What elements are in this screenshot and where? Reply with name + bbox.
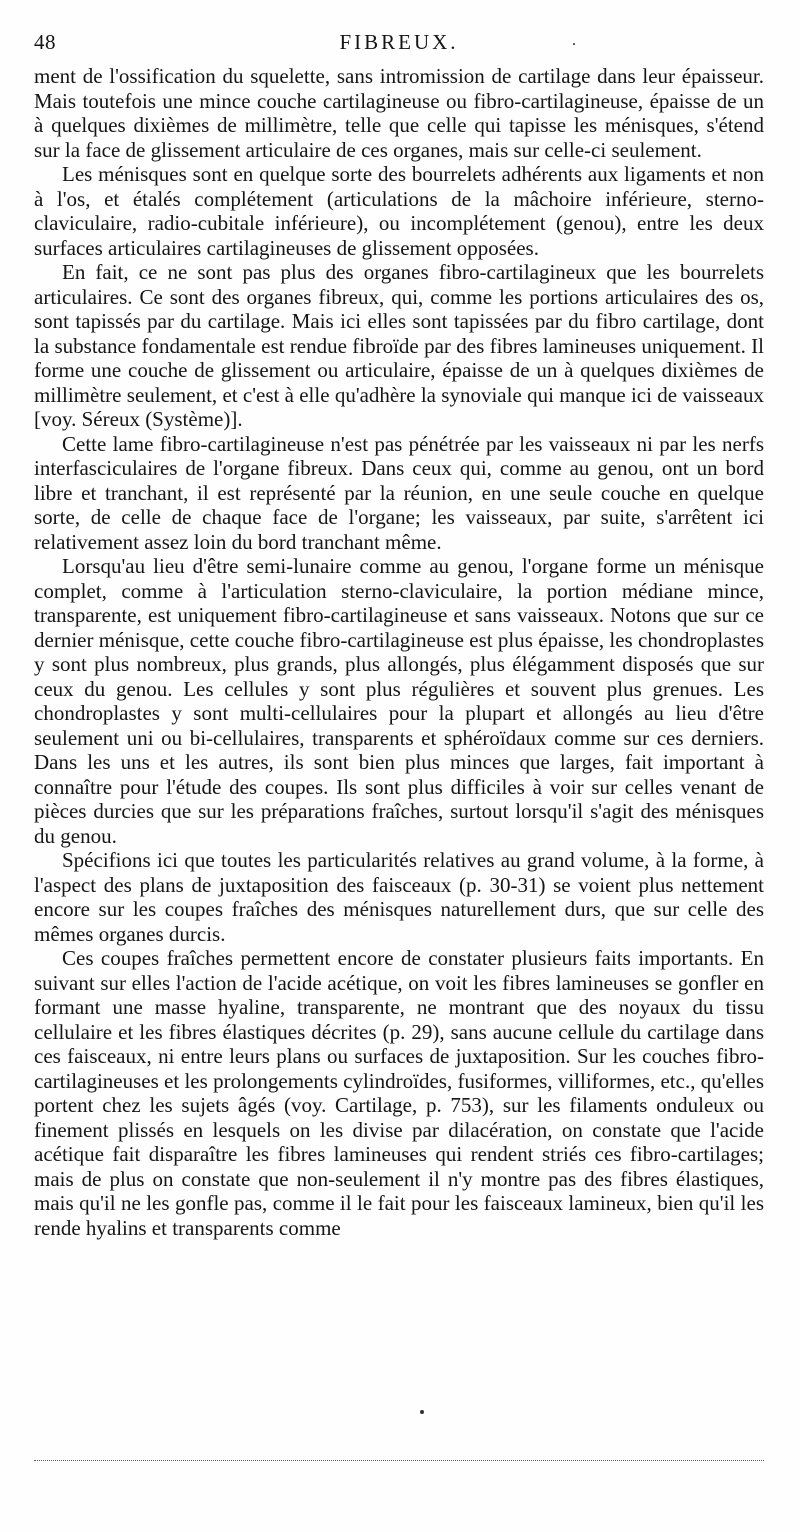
paragraph-4: Cette lame fibro-cartilagineuse n'est pas pénétrée par les vaisseaux ni par les nerfs interfasciculaires de l'organe fibreux. Dans ceux qui, comme au genou, ont un bord libre et tranchant, il est représenté par la réunion, en une seule couche en quelque sorte, de celle de chaque face de l'organe; les vaisseaux, par suite, s'arrêtent ici relativement assez loin du bord tranchant même. — [34, 431, 764, 554]
paragraph-7: Ces coupes fraîches permettent encore de constater plusieurs faits importants. En suivant sur elles l'action de l'acide acétique, on voit les fibres lamineuses se gonfler en formant une masse hyaline, transparente, ne montrant que des noyaux du tissu cellulaire et les fibres élastiques décrites (p. 29), sans aucune cellule du cartilage dans ces faisceaux, ni entre leurs plans ou surfaces de juxtaposition. Sur les couches fibro-cartilagineuses et les prolongements cylindroïdes, fusiformes, villiformes, etc., qu'elles portent chez les sujets âgés (voy. Cartilage, p. 753), sur les filaments onduleux ou finement plissés en lesquels on les divise par dilacération, on constate que l'acide acétique fait disparaître les fibres lamineuses qui rendent striés ces fibro-cartilages; mais de plus on constate que non-seulement il n'y montre pas des fibres élastiques, mais qu'il ne les gonfle pas, comme il le fait pour les faisceaux lamineux, bien qu'il les rende hyalins et transparents comme — [34, 946, 764, 1240]
paragraph-1: ment de l'ossification du squelette, sans intromission de cartilage dans leur épaisseur. Mais toutefois une mince couche cartilagineuse ou fibro-cartilagineuse, épaisse de un à quelques dixièmes de millimètre, telle que celle qui tapisse les ménisques, s'étend sur la face de glissement articulaire de ces organes, mais sur celle-ci seulement. — [34, 64, 764, 162]
paragraph-6: Spécifions ici que toutes les particularités relatives au grand volume, à la forme, à l'aspect des plans de juxtaposition des faisceaux (p. 30-31) se voient plus nettement encore sur les coupes fraîches des ménisques naturellement durs, que sur celle des mêmes organes durcis. — [34, 848, 764, 946]
paragraph-3: En fait, ce ne sont pas plus des organes fibro-cartilagineux que les bourrelets articulaires. Ce sont des organes fibreux, qui, comme les portions articulaires des os, sont tapissés par du cartilage. Mais ici elles sont tapissées par du fibro cartilage, dont la substance fondamentale est rendue fibroïde par des fibres lamineuses uniquement. Il forme une couche de glissement ou articulaire, épaisse de un à quelques dixièmes de millimètre seulement, et c'est à elle qu'adhère la synoviale qui manque ici de vaisseaux [voy. Séreux (Système)]. — [34, 260, 764, 431]
footer-dotted-rule — [34, 1460, 764, 1461]
page-number: 48 — [34, 30, 56, 54]
stray-mark — [420, 1410, 424, 1414]
running-head: FIBREUX. — [339, 30, 459, 54]
paragraph-5: Lorsqu'au lieu d'être semi-lunaire comme au genou, l'organe forme un ménisque complet, comme à l'articulation sterno-claviculaire, la portion médiane mince, transparente, est uniquement fibro-cartilagineuse et sans vaisseaux. Notons que sur ce dernier ménisque, cette couche fibro-cartilagineuse est plus épaisse, les chondroplastes y sont plus nombreux, plus grands, plus allongés, plus élégamment disposés que sur ceux du genou. Les cellules y sont plus régulières et souvent plus grenues. Les chondroplastes y sont multi-cellulaires pour la plupart et allongés au lieu d'être seulement uni ou bi-cellulaires, transparents et sphéroïdaux comme sur ces derniers. Dans les uns et les autres, ils sont bien plus minces que larges, fait important à connaître pour l'étude des coupes. Ils sont plus difficiles à voir sur celles venant de pièces durcies que sur les préparations fraîches, surtout lorsqu'il s'agit des ménisques du genou. — [34, 554, 764, 848]
body-text — [34, 64, 764, 1240]
page-header — [34, 30, 764, 58]
header-dot: . — [572, 32, 576, 49]
paragraph-2: Les ménisques sont en quelque sorte des bourrelets adhérents aux ligaments et non à l'os, et étalés complétement (articulations de la mâchoire inférieure, sterno-claviculaire, radio-cubitale inférieure), ou incomplétement (genou), entre les deux surfaces articulaires cartilagineuses de glissement opposées. — [34, 162, 764, 260]
